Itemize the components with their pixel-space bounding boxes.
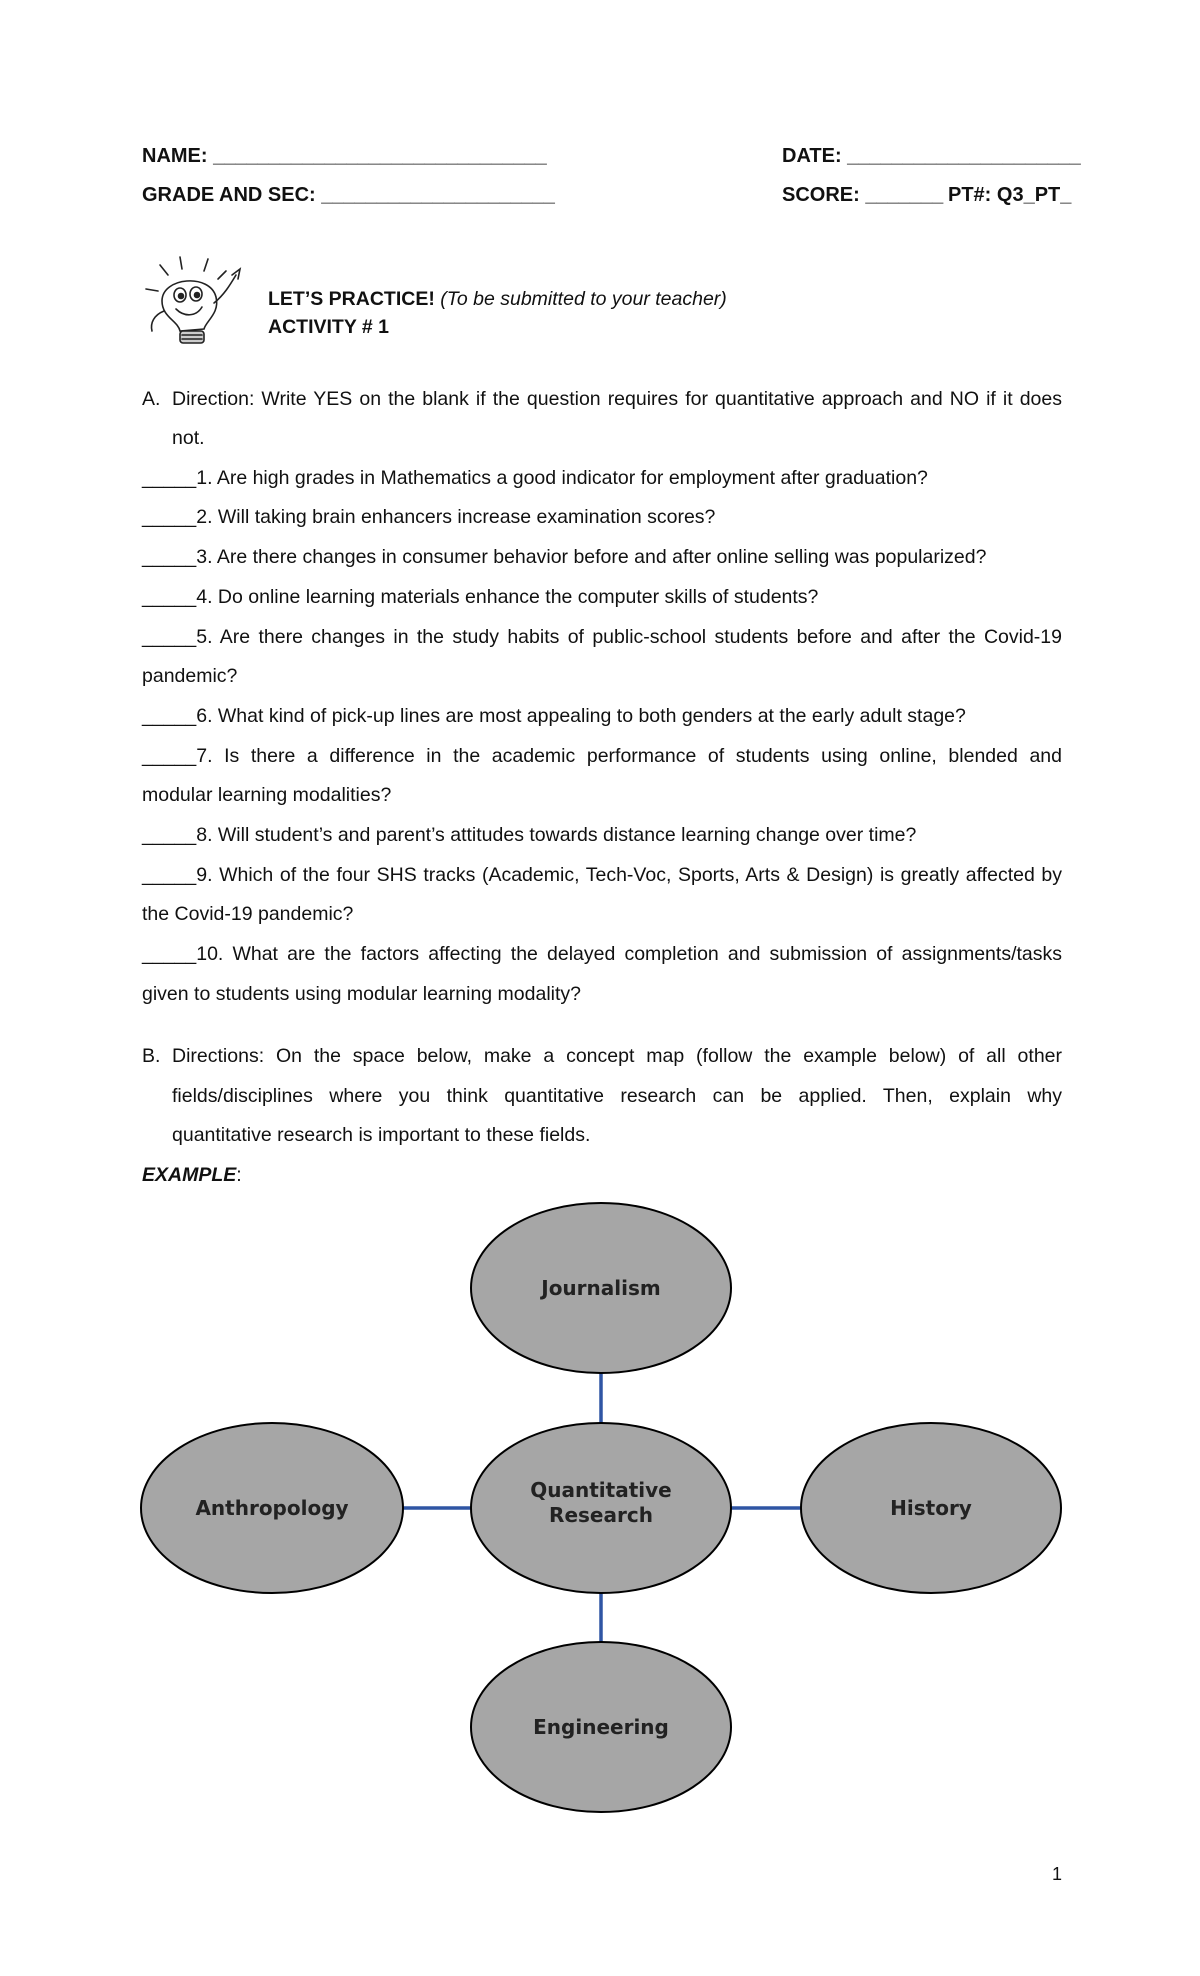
- node-center-label-line1: Quantitative: [530, 1478, 672, 1502]
- node-engineering-label: Engineering: [533, 1715, 669, 1739]
- pt-number-label: PT#: Q3_PT_: [948, 184, 1072, 206]
- example-label: EXAMPLE: [142, 1164, 237, 1186]
- section-b-direction-line3: quantitative research is important to these fields.: [172, 1124, 591, 1146]
- node-center-label-line2: Research: [549, 1503, 653, 1527]
- section-b-direction-line2: fields/disciplines where you think quantitative research can be applied. Then, explain why: [172, 1085, 1062, 1107]
- question-7-cont: modular learning modalities?: [142, 784, 392, 806]
- question-9-cont: the Covid-19 pandemic?: [142, 903, 354, 925]
- question-7: _____7. Is there a difference in the academic performance of students using online, blended and: [142, 745, 1062, 767]
- section-b-marker: B.: [142, 1045, 161, 1067]
- grade-section-field-label: GRADE AND SEC: _____________________: [142, 184, 555, 206]
- section-a-marker: A.: [142, 388, 161, 410]
- node-anthropology-label: Anthropology: [195, 1496, 349, 1520]
- date-field-label: DATE: _____________________: [782, 145, 1081, 167]
- section-b-direction: Directions: On the space below, make a concept map (follow the example below) of all other: [172, 1045, 1062, 1067]
- node-history-label: History: [890, 1496, 972, 1520]
- question-9: _____9. Which of the four SHS tracks (Academic, Tech-Voc, Sports, Arts & Design) is greatly affected by: [142, 864, 1062, 886]
- question-1: _____1. Are high grades in Mathematics a good indicator for employment after graduation?: [142, 467, 928, 489]
- section-a-direction-cont: not.: [172, 427, 205, 449]
- question-10: _____10. What are the factors affecting the delayed completion and submission of assignments/tasks: [142, 943, 1062, 965]
- question-10-cont: given to students using modular learning modality?: [142, 983, 582, 1005]
- question-2: _____2. Will taking brain enhancers increase examination scores?: [142, 506, 716, 528]
- name-field-label: NAME: ______________________________: [142, 145, 547, 167]
- practice-title: LET’S PRACTICE!: [268, 288, 435, 310]
- question-6: _____6. What kind of pick-up lines are most appealing to both genders at the early adult stage?: [142, 705, 966, 727]
- node-journalism-label: Journalism: [541, 1276, 661, 1300]
- score-field-label: SCORE: _______: [782, 184, 944, 206]
- practice-note: (To be submitted to your teacher): [434, 288, 727, 310]
- activity-title: ACTIVITY # 1: [268, 316, 390, 338]
- question-5: _____5. Are there changes in the study habits of public-school students before and after the Covid-19: [142, 626, 1062, 648]
- question-8: _____8. Will student’s and parent’s attitudes towards distance learning change over time?: [142, 824, 917, 846]
- question-5-cont: pandemic?: [142, 665, 238, 687]
- page-number: 1: [1052, 1864, 1063, 1884]
- section-a-direction: Direction: Write YES on the blank if the question requires for quantitative approach and NO if it does: [172, 388, 1062, 410]
- example-colon: :: [236, 1164, 242, 1186]
- question-3: _____3. Are there changes in consumer behavior before and after online selling was popularized?: [142, 546, 987, 568]
- question-4: _____4. Do online learning materials enhance the computer skills of students?: [142, 586, 819, 608]
